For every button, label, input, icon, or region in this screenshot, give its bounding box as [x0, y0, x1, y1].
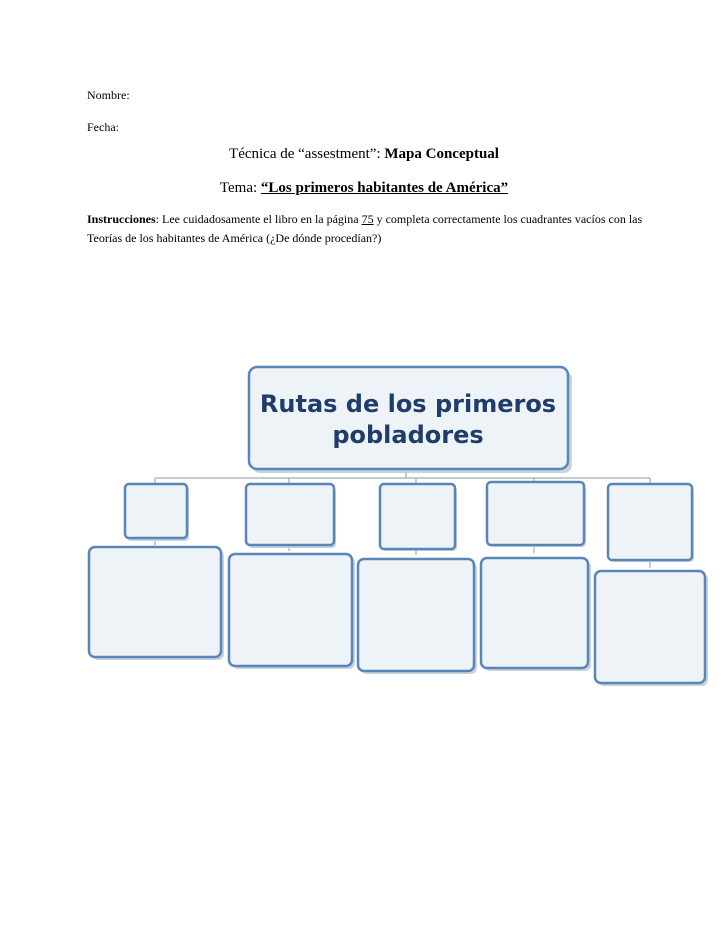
branch-large-box-5[interactable] [595, 571, 705, 683]
page-number: 75 [361, 212, 374, 226]
root-concept-box [249, 367, 568, 469]
root-concept-title-line1: Rutas de los primeros [259, 390, 557, 418]
branch-small-box-3[interactable] [380, 484, 455, 549]
technique-prefix: Técnica de “assestment”: [229, 146, 381, 162]
branch-small-box-5[interactable] [608, 484, 692, 560]
branch-small-box-2[interactable] [246, 484, 334, 545]
root-concept-title-line2: pobladores [332, 421, 484, 449]
topic-prefix: Tema: [219, 180, 258, 196]
technique-value: Mapa Conceptual [384, 146, 499, 162]
date-label: Fecha: [87, 120, 119, 134]
instructions-text-2: y completa correctamente los cuadrantes vacíos con las Teorías de los habitantes de América (¿De dónde procedían?) [87, 212, 643, 245]
branch-small-box-1[interactable] [125, 484, 187, 538]
branch-large-box-1[interactable] [89, 547, 221, 657]
branch-small-box-4[interactable] [487, 482, 584, 545]
instructions-text-1: : Lee cuidadosamente el libro en la página [155, 212, 362, 226]
branch-large-box-3[interactable] [358, 559, 474, 671]
instructions-label: Instrucciones [87, 212, 156, 226]
name-label: Nombre: [87, 88, 130, 102]
branch-large-box-4[interactable] [481, 558, 588, 668]
topic-value: “Los primeros habitantes de América” [260, 180, 509, 196]
branch-large-box-2[interactable] [229, 554, 352, 666]
